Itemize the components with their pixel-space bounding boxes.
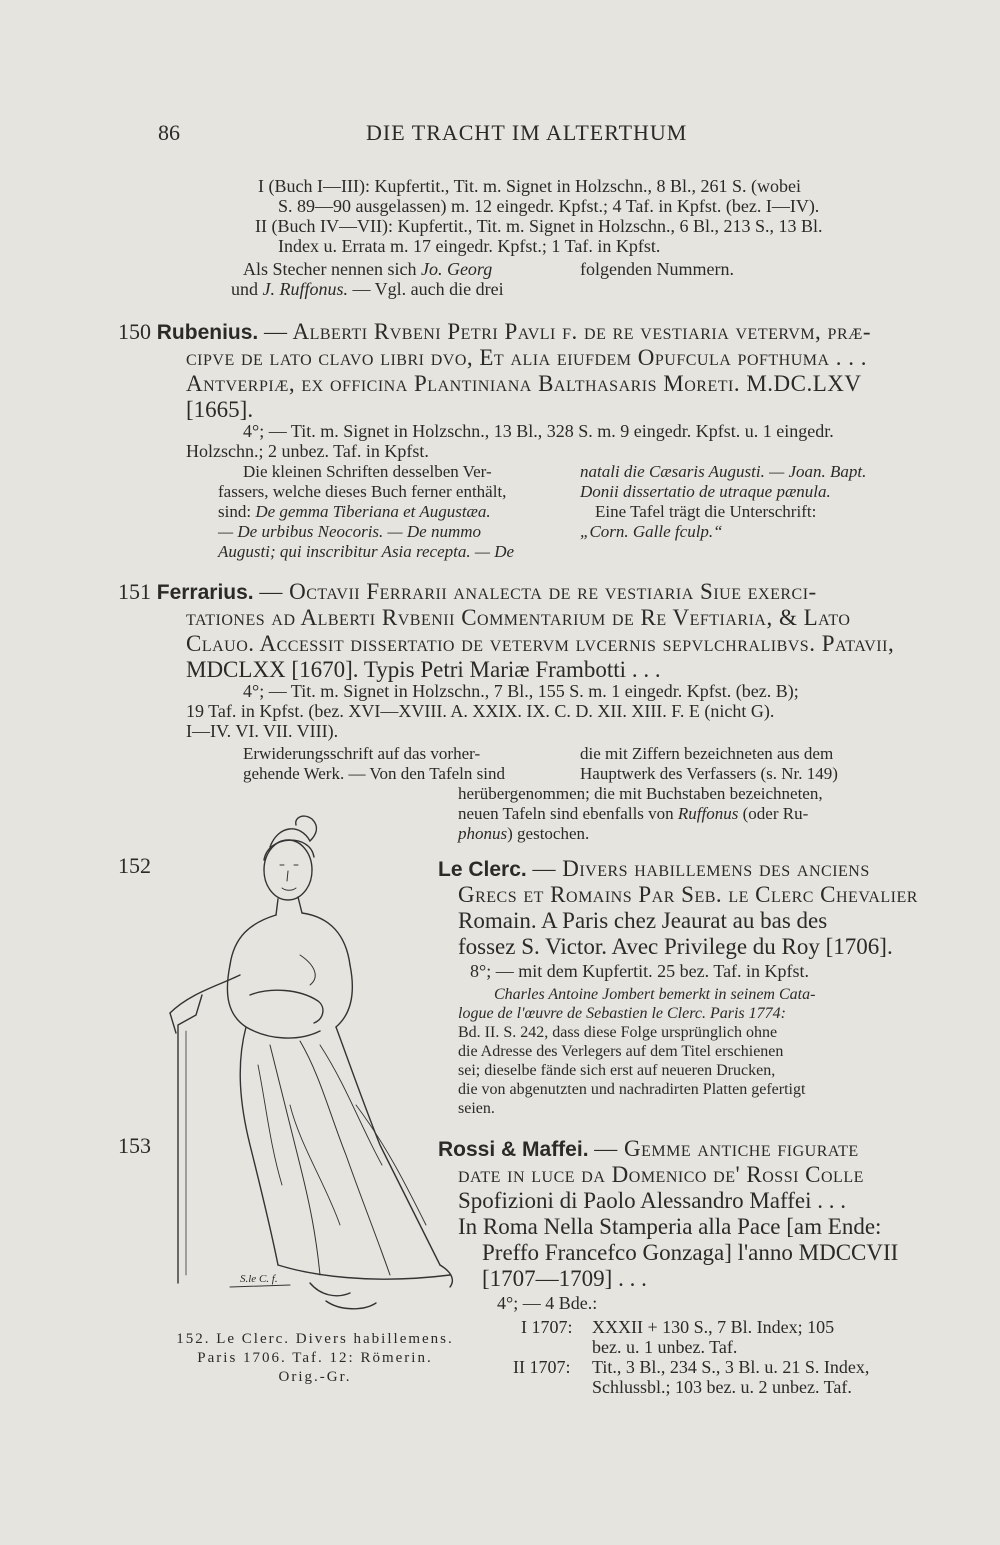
entry-author: Ferrarius. [156, 581, 254, 604]
volume-line: Tit., 3 Bl., 234 S., 3 Bl. u. 21 S. Index, [592, 1357, 870, 1377]
volume-line: bez. u. 1 unbez. Taf. [592, 1337, 738, 1357]
caption-line: 152. Le Clerc. Divers habillemens. [176, 1331, 454, 1347]
collation-line: 8°; — mit dem Kupfertit. 25 bez. Taf. in Kpfst. [470, 961, 810, 981]
note-line: neuen Tafeln sind ebenfalls von Ruffonus (oder Ru- [458, 804, 809, 823]
note-line: sei; dieselbe fände sich erst auf neueren Drucken, [458, 1062, 776, 1079]
note-line: die Adresse des Verlegers auf dem Titel erschienen [458, 1043, 784, 1060]
entry-title-line: 150 Rubenius. — Alberti Rvbeni Petri Pavli f. de re vestiaria vetervm, præ- [118, 319, 872, 344]
figure-roman-woman [150, 805, 470, 1315]
collation-line: Holzschn.; 2 unbez. Taf. in Kpfst. [186, 441, 429, 461]
note-line: Augusti; qui inscribitur Asia recepta. — De [218, 542, 515, 561]
entry-title-line: fossez S. Victor. Avec Privilege du Roy [1706]. [458, 934, 893, 959]
figure-caption [150, 1330, 480, 1387]
collation-line: I—IV. VI. VII. VIII). [186, 721, 339, 741]
note-line: phonus) gestochen. [458, 824, 590, 843]
note-line: Hauptwerk des Verfassers (s. Nr. 149) [580, 764, 838, 783]
note-line: Charles Antoine Jombert bemerkt in seinem Cata- [494, 986, 816, 1003]
entry-author: Le Clerc. [438, 858, 527, 881]
entry-title-line: Antverpiæ, ex officina Plantiniana Balthasaris Moreti. M.DC.LXV [186, 371, 862, 396]
entry-title-line: Spofizioni di Paolo Alessandro Maffei . . . [458, 1188, 846, 1213]
entry-title-line: tationes ad Alberti Rvbenii Commentarium de Re Veftiaria, & Lato [186, 605, 851, 630]
entry-title-line: cipve de lato clavo libri dvo, Et alia eiufdem Opufcula pofthuma . . . [186, 345, 868, 370]
collation-line: 4°; — 4 Bde.: [497, 1293, 598, 1313]
note-line: Als Stecher nennen sich Jo. Georg [243, 259, 493, 279]
entry-title-line: Rossi & Maffei. — Gemme antiche figurate [438, 1136, 859, 1161]
entry-number: 153 [118, 1133, 151, 1158]
collation-line: 19 Taf. in Kpfst. (bez. XVI—XVIII. A. XXIX. IX. C. D. XII. XIII. F. E (nicht G). [186, 701, 775, 721]
note-line: fassers, welche dieses Buch ferner enthält, [218, 482, 507, 501]
entry-title-line: Grecs et Romains Par Seb. le Clerc Chevalier [458, 882, 918, 907]
entry-number: 150 [118, 319, 151, 344]
note-line: natali die Cæsaris Augusti. — Joan. Bapt. [580, 462, 867, 481]
note-line: sind: De gemma Tiberiana et Augustæa. [218, 502, 491, 521]
note-line: Bd. II. S. 242, dass diese Folge ursprünglich ohne [458, 1024, 778, 1041]
note-line: logue de l'œuvre de Sebastien le Clerc. Paris 1774: [458, 1005, 786, 1022]
entry-title-line: date in luce da Domenico de' Rossi Colle [458, 1162, 864, 1187]
collation-line: 4°; — Tit. m. Signet in Holzschn., 7 Bl., 155 S. m. 1 eingedr. Kpfst. (bez. B); [243, 681, 799, 701]
text-line: Index u. Errata m. 17 eingedr. Kpfst.; 1 Taf. in Kpfst. [278, 236, 661, 256]
entry-title-line: [1665]. [186, 397, 254, 422]
note-line: Erwiderungsschrift auf das vorher- [243, 744, 481, 763]
note-line: Die kleinen Schriften desselben Ver- [243, 462, 492, 481]
caption-line: Paris 1706. Taf. 12: Römerin. [197, 1350, 433, 1366]
volume-line: XXXII + 130 S., 7 Bl. Index; 105 [592, 1317, 835, 1337]
page-number: 86 [158, 120, 180, 145]
note-line: „Corn. Galle fculp.“ [580, 522, 723, 541]
note-line: die mit Ziffern bezeichneten aus dem [580, 744, 834, 763]
note-line: gehende Werk. — Von den Tafeln sind [243, 764, 505, 783]
entry-number: 151 [118, 579, 151, 604]
note-line: Donii dissertatio de utraque pænula. [580, 482, 831, 501]
text-line: I (Buch I—III): Kupfertit., Tit. m. Signet in Holzschn., 8 Bl., 261 S. (wobei [258, 176, 801, 196]
entry-title-line: In Roma Nella Stamperia alla Pace [am Ende: [458, 1214, 882, 1239]
note-line: und J. Ruffonus. — Vgl. auch die drei [231, 279, 504, 299]
entry-title-line: Le Clerc. — Divers habillemens des anciens [438, 856, 870, 881]
caption-line: Orig.-Gr. [278, 1369, 352, 1385]
engraving-illustration [150, 805, 470, 1315]
entry-title-line: MDCLXX [1670]. Typis Petri Mariæ Frambotti . . . [186, 657, 661, 682]
text-line: II (Buch IV—VII): Kupfertit., Tit. m. Signet in Holzschn., 6 Bl., 213 S., 13 Bl. [255, 216, 823, 236]
note-line: herübergenommen; die mit Buchstaben bezeichneten, [458, 784, 823, 803]
entry-number: 152 [118, 853, 151, 878]
engraver-signature: S.le C. f. [240, 1273, 278, 1285]
text-line: S. 89—90 ausgelassen) m. 12 eingedr. Kpfst.; 4 Taf. in Kpfst. (bez. I—IV). [278, 196, 820, 216]
volume-label: II 1707: [513, 1357, 571, 1377]
note-line: folgenden Nummern. [580, 259, 734, 279]
entry-author: Rossi & Maffei. [438, 1138, 589, 1161]
entry-title-line: Romain. A Paris chez Jeaurat au bas des [458, 908, 828, 933]
collation-line: 4°; — Tit. m. Signet in Holzschn., 13 Bl., 328 S. m. 9 eingedr. Kpfst. u. 1 eingedr. [243, 421, 834, 441]
running-title: DIE TRACHT IM ALTERTHUM [366, 120, 688, 145]
entry-author: Rubenius. [156, 321, 259, 344]
volume-label: I 1707: [521, 1317, 573, 1337]
note-line: seien. [458, 1100, 495, 1117]
volume-line: Schlussbl.; 103 bez. u. 2 unbez. Taf. [592, 1377, 852, 1397]
entry-title-line: Preffo Francefco Gonzaga] l'anno MDCCVII [482, 1240, 899, 1265]
note-line: — De urbibus Neocoris. — De nummo [218, 522, 482, 541]
note-line: Eine Tafel trägt die Unterschrift: [595, 502, 817, 521]
entry-title-line: Clauo. Accessit dissertatio de vetervm lvcernis sepvlchralibvs. Patavii, [186, 631, 895, 656]
entry-title-line: [1707—1709] . . . [482, 1266, 647, 1291]
note-line: die von abgenutzten und nachradirten Platten gefertigt [458, 1081, 806, 1098]
entry-title-line: 151 Ferrarius. — Octavii Ferrarii analecta de re vestiaria Siue exerci- [118, 579, 817, 604]
